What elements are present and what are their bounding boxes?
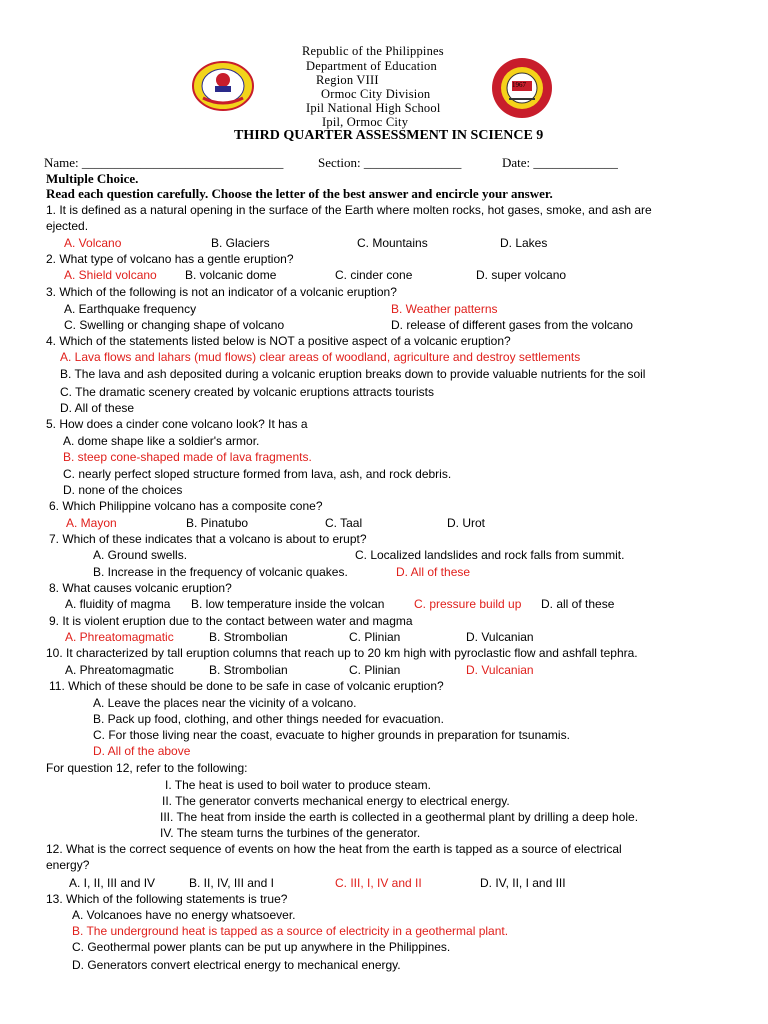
q2-option-a[interactable]: A. Shield volcano [64,268,157,282]
header-line-6: Ipil, Ormoc City [322,115,409,129]
q12-option-a[interactable]: A. I, II, III and IV [69,876,156,890]
q4-option-a[interactable]: A. Lava flows and lahars (mud flows) clear areas of woodland, agriculture and destroy settlements [60,350,581,364]
q6-option-a[interactable]: A. Mayon [66,516,117,530]
q2-option-c[interactable]: C. cinder cone [335,268,413,282]
q11-option-a[interactable]: A. Leave the places near the vicinity of a volcano. [93,696,357,710]
question-12-intro: For question 12, refer to the following: [46,761,248,775]
q11-option-c[interactable]: C. For those living near the coast, evacuate to higher grounds in preparation for tsunamis. [93,728,570,742]
question-7: 7. Which of these indicates that a volcano is about to erupt? [49,532,367,546]
q7-option-c[interactable]: C. Localized landslides and rock falls from summit. [355,548,625,562]
q1-option-d[interactable]: D. Lakes [500,236,548,250]
question-13: 13. Which of the following statements is true? [46,892,288,906]
question-6: 6. Which Philippine volcano has a composite cone? [49,499,323,513]
date-field[interactable]: Date: _____________ [502,155,618,170]
q5-option-c[interactable]: C. nearly perfect sloped structure formed from lava, ash, and rock debris. [63,467,452,481]
question-1-line-2: ejected. [46,219,89,233]
q1-option-b[interactable]: B. Glaciers [211,236,270,250]
q9-option-c[interactable]: C. Plinian [349,630,401,644]
question-10: 10. It characterized by tall eruption columns that reach up to 20 km high with pyroclastic flow and ashfall tephra. [46,646,638,660]
q10-option-a[interactable]: A. Phreatomagmatic [65,663,174,677]
header-line-4: Ormoc City Division [321,87,431,101]
question-1-line-1: 1. It is defined as a natural opening in the surface of the Earth where molten rocks, hot gases, smoke, and ash are [46,203,652,217]
question-8: 8. What causes volcanic eruption? [49,581,232,595]
q2-option-d[interactable]: D. super volcano [476,268,567,282]
instruction-text: Read each question carefully. Choose the letter of the best answer and encircle your answer. [46,186,553,201]
q6-option-d[interactable]: D. Urot [447,516,486,530]
q12-step-i: I. The heat is used to boil water to produce steam. [165,778,431,792]
q8-option-c[interactable]: C. pressure build up [414,597,522,611]
q7-option-d[interactable]: D. All of these [396,565,471,579]
question-5: 5. How does a cinder cone volcano look? It has a [46,417,308,431]
q5-option-b[interactable]: B. steep cone-shaped made of lava fragments. [63,450,312,464]
section-field[interactable]: Section: _______________ [318,155,462,170]
q9-option-a[interactable]: A. Phreatomagmatic [65,630,174,644]
q12-option-d[interactable]: D. IV, II, I and III [480,876,566,890]
q1-option-a[interactable]: A. Volcano [64,236,122,250]
question-11: 11. Which of these should be done to be safe in case of volcanic eruption? [49,679,444,693]
q13-option-b[interactable]: B. The underground heat is tapped as a source of electricity in a geothermal plant. [72,924,509,938]
q3-option-b[interactable]: B. Weather patterns [391,302,498,316]
question-9: 9. It is violent eruption due to the contact between water and magma [49,614,413,628]
q7-option-a[interactable]: A. Ground swells. [93,548,188,562]
q8-option-b[interactable]: B. low temperature inside the volcan [191,597,385,611]
question-3: 3. Which of the following is not an indicator of a volcanic eruption? [46,285,397,299]
q3-option-a[interactable]: A. Earthquake frequency [64,302,197,316]
q8-option-d[interactable]: D. all of these [541,597,615,611]
q12-option-b[interactable]: B. II, IV, III and I [189,876,274,890]
q5-option-d[interactable]: D. none of the choices [63,483,183,497]
question-4: 4. Which of the statements listed below is NOT a positive aspect of a volcanic eruption? [46,334,511,348]
q11-option-d[interactable]: D. All of the above [93,744,191,758]
header-line-5: Ipil National High School [306,101,441,115]
q5-option-a[interactable]: A. dome shape like a soldier's armor. [63,434,260,448]
q10-option-d[interactable]: D. Vulcanian [466,663,534,677]
header-line-3: Region VIII [316,73,379,87]
q10-option-b[interactable]: B. Strombolian [209,663,288,677]
q10-option-c[interactable]: C. Plinian [349,663,401,677]
header-line-1: Republic of the Philippines [302,44,444,58]
q4-option-c[interactable]: C. The dramatic scenery created by volcanic eruptions attracts tourists [60,385,434,399]
q13-option-c[interactable]: C. Geothermal power plants can be put up anywhere in the Philippines. [72,940,451,954]
ormoc-division-logo [191,60,255,112]
q6-option-b[interactable]: B. Pinatubo [186,516,249,530]
q4-option-d[interactable]: D. All of these [60,401,135,415]
instruction-type: Multiple Choice. [46,171,139,186]
q9-option-d[interactable]: D. Vulcanian [466,630,534,644]
q3-option-c[interactable]: C. Swelling or changing shape of volcano [64,318,285,332]
seal-year: 1967 [512,81,526,89]
q7-option-b[interactable]: B. Increase in the frequency of volcanic quakes. [93,565,348,579]
q13-option-a[interactable]: A. Volcanoes have no energy whatsoever. [72,908,296,922]
name-field[interactable]: Name: _______________________________ [44,155,284,170]
q3-option-d[interactable]: D. release of different gases from the volcano [391,318,633,332]
q13-option-d[interactable]: D. Generators convert electrical energy to mechanical energy. [72,958,401,972]
page-title: THIRD QUARTER ASSESSMENT IN SCIENCE 9 [234,128,544,143]
header-line-2: Department of Education [306,59,437,73]
q11-option-b[interactable]: B. Pack up food, clothing, and other things needed for evacuation. [93,712,444,726]
q6-option-c[interactable]: C. Taal [325,516,363,530]
q4-option-b[interactable]: B. The lava and ash deposited during a volcanic eruption breaks down to provide valuable nutrients for the soil [60,367,646,381]
q12-step-iv: IV. The steam turns the turbines of the generator. [160,826,421,840]
q8-option-a[interactable]: A. fluidity of magma [65,597,171,611]
question-12-line-2: energy? [46,858,90,872]
q12-option-c[interactable]: C. III, I, IV and II [335,876,422,890]
question-2: 2. What type of volcano has a gentle eruption? [46,252,294,266]
q12-step-iii: III. The heat from inside the earth is collected in a geothermal plant by drilling a deep hole. [160,810,639,824]
q9-option-b[interactable]: B. Strombolian [209,630,288,644]
q1-option-c[interactable]: C. Mountains [357,236,428,250]
q2-option-b[interactable]: B. volcanic dome [185,268,277,282]
q12-step-ii: II. The generator converts mechanical energy to electrical energy. [162,794,510,808]
question-12-line-1: 12. What is the correct sequence of events on how the heat from the earth is tapped as a source of electrical [46,842,622,856]
